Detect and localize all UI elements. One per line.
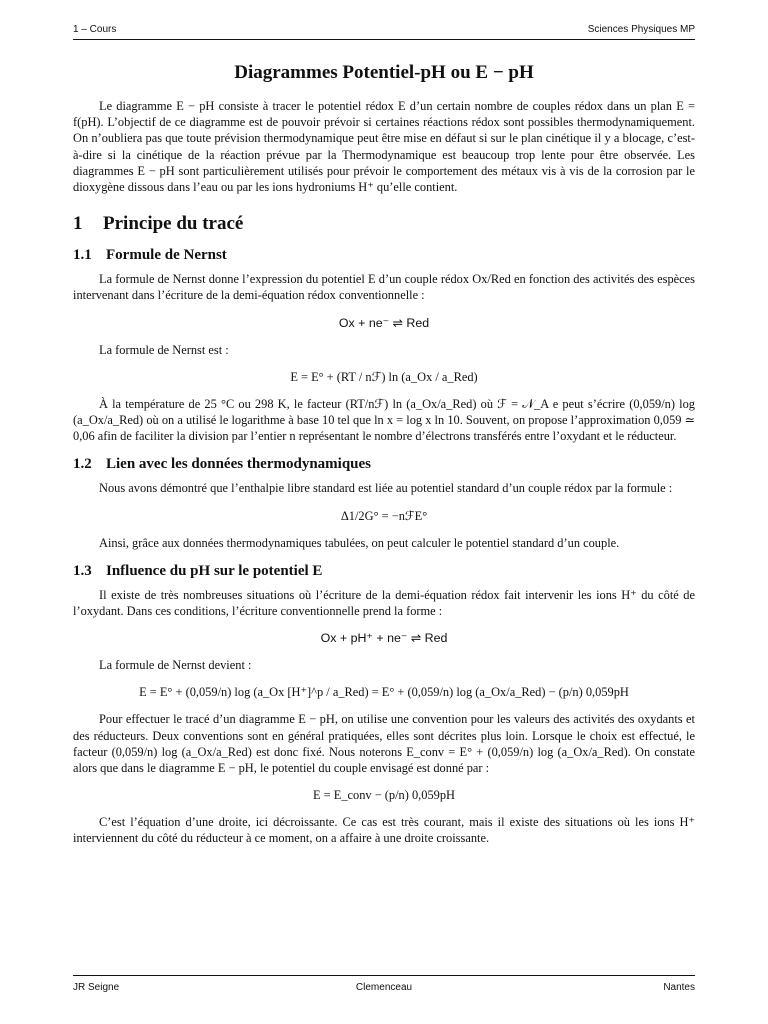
header-right: Sciences Physiques MP bbox=[587, 24, 695, 35]
equation-half-reaction: Ox + ne⁻ ⇌ Red bbox=[338, 315, 430, 330]
equation-free-enthalpy: Δ1/2G° = −nℱE° bbox=[340, 508, 428, 523]
thermo-paragraph-2: Ainsi, grâce aux données thermodynamiques tabulées, on peut calculer le potentiel standard d’un couple. bbox=[99, 535, 620, 550]
section-1-1-number: 1.1 bbox=[73, 247, 92, 264]
page-footer bbox=[73, 982, 695, 998]
section-1-3-title: Influence du pH sur le potentiel E bbox=[106, 562, 323, 579]
nernst-paragraph-3: À la température de 25 °C ou 298 K, le facteur (RT/nℱ) ln (a_Ox/a_Red) où ℱ = 𝒩_A e peut s’écrire (0,059/n) log (a_Ox/a_Red) où on a utilisé le logarithme à base 10 tel que ln x = log x ln 10. Souvent, on propose l’approximation 0,059 ≃ 0,06 afin de faciliter la division par l’entier n représentant le nombre d’électrons transférés entre l’oxydant et le réducteur. bbox=[73, 396, 695, 444]
header-rule bbox=[73, 39, 695, 40]
ph-paragraph-4: C’est l’équation d’une droite, ici décroissante. Ce cas est très courant, mais il existe des situations où les ions H⁺ interviennent du côté du réducteur à ce moment, on a affaire à une droite croissante. bbox=[73, 815, 695, 846]
header-left: 1 – Cours bbox=[73, 24, 117, 35]
section-1-2-number: 1.2 bbox=[73, 456, 92, 473]
nernst-paragraph-1: La formule de Nernst donne l’expression du potentiel E d’un couple rédox Ox/Red en fonction des activités des espèces intervenant dans l’écriture de la demi-équation rédox conventionnelle : bbox=[73, 272, 695, 303]
footer-right: Nantes bbox=[663, 982, 695, 993]
footer-left: JR Seigne bbox=[73, 982, 120, 993]
ph-paragraph-2: La formule de Nernst devient : bbox=[99, 658, 252, 673]
ph-paragraph-3: Pour effectuer le tracé d’un diagramme E − pH, on utilise une convention pour les valeurs des activités des oxydants et des réducteurs. Deux conventions sont en général pratiquées, elles sont décrites plus loin. Lorsque le choix est effectué, le facteur (0,059/n) log (a_Ox/a_Red) est donc fixé. Nous noterons E_conv = E° + (0,059/n) log (a_Ox/a_Red). On constate alors que dans le diagramme E − pH, le potentiel du couple envisagé est donné par : bbox=[73, 712, 695, 776]
section-1-2-title: Lien avec les données thermodynamiques bbox=[106, 456, 372, 473]
page-header bbox=[73, 24, 695, 40]
intro-paragraph: Le diagramme E − pH consiste à tracer le potentiel rédox E d’un certain nombre de couples rédox dans un plan E = f(pH). L’objectif de ce diagramme est de pouvoir prévoir si certaines réactions rédox sont possibles thermodynamiquement. On n’oubliera pas que toute prévision thermodynamique peut être mise en défaut si sur le plan cinétique il y a blocage, c’est-à-dire si la cinétique de la réaction prévue par la Thermodynamique est beaucoup trop lente pour être observée. Les diagrammes E − pH sont particulièrement utilisés pour prévoir le comportement des métaux vis à vis de la corrosion par le dioxygène dissous dans l’eau ou par les ions hydroniums H⁺ qu’elle contient. bbox=[73, 99, 695, 195]
section-1-title: Principe du tracé bbox=[103, 213, 244, 235]
ph-paragraph-1: Il existe de très nombreuses situations où l’écriture de la demi-équation rédox fait intervenir les ions H⁺ du côté de l’oxydant. Dans ces conditions, l’écriture conventionnelle prend la forme : bbox=[73, 587, 695, 619]
equation-nernst-ph: E = E° + (0,059/n) log (a_Ox [H⁺]^p / a_Red) = E° + (0,059/n) log (a_Ox/a_Red) − (p/n) 0,059pH bbox=[139, 685, 629, 700]
page-title: Diagrammes Potentiel-pH ou E − pH bbox=[234, 62, 534, 83]
section-1-number: 1 bbox=[73, 213, 83, 235]
thermo-paragraph-1: Nous avons démontré que l’enthalpie libre standard est liée au potentiel standard d’un couple rédox par la formule : bbox=[99, 481, 673, 496]
section-1-2-heading bbox=[73, 456, 695, 473]
footer-center: Clemenceau bbox=[355, 982, 413, 993]
section-1-1-title: Formule de Nernst bbox=[106, 247, 227, 264]
section-1-3-number: 1.3 bbox=[73, 562, 92, 579]
page-content bbox=[73, 62, 695, 847]
section-1-heading bbox=[73, 213, 695, 235]
section-1-3-heading bbox=[73, 563, 695, 580]
footer-rule bbox=[73, 975, 695, 976]
nernst-paragraph-2: La formule de Nernst est : bbox=[99, 342, 229, 357]
section-1-1-heading bbox=[73, 247, 695, 264]
equation-nernst: E = E° + (RT / nℱ) ln (a_Ox / a_Red) bbox=[290, 369, 478, 384]
equation-half-reaction-h: Ox + pH⁺ + ne⁻ ⇌ Red bbox=[320, 631, 448, 646]
equation-line: E = E_conv − (p/n) 0,059pH bbox=[313, 788, 455, 803]
